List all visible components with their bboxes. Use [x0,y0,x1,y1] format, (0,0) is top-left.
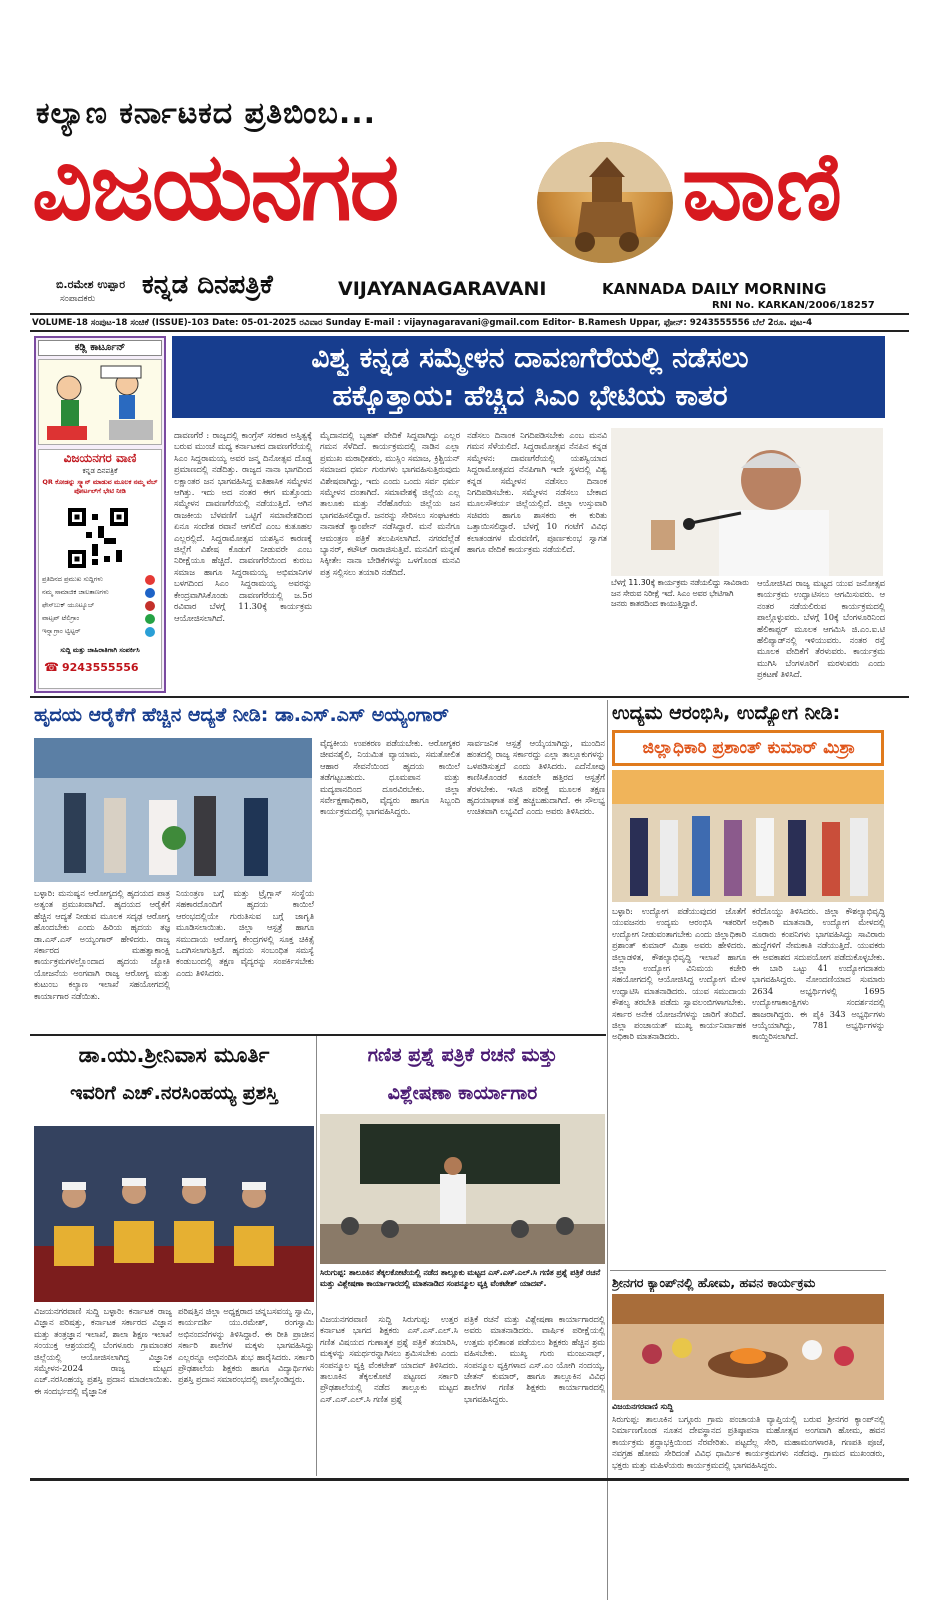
qr-text: QR ಕೋಡನ್ನು ಸ್ಕ್ಯಾನ್ ಮಾಡುವ ಮೂಲಕ ನಮ್ಮ ವೆಬ್ ಪೋರ್ಟಲ್‌ಗೆ ಭೇಟಿ ನೀಡಿ [42,478,158,495]
award-headline-1: ಡಾ.ಯು.ಶ್ರೀನಿವಾಸ ಮೂರ್ತಿ [78,1043,270,1067]
employment-headline-1: ಉದ್ಯಮ ಆರಂಭಿಸಿ, ಉದ್ಯೋಗ ನೀಡಿ: [612,702,841,724]
sidebar-phone: 9243555556 [62,661,139,674]
employment-col-2: ಕರೆದೊಯ್ದು ತಿಳಿಸಿದರು. ಜಿಲ್ಲಾ ಕೌಶಲ್ಯಾಭಿವೃದ್ಧಿ ಅಧಿಕಾರಿ ಮಾತನಾಡಿ, ಉದ್ಯೋಗ ಮೇಳದಲ್ಲಿ ನೂರಾರು ಕಂಪನಿಗಳು ಭಾಗವಹಿಸಿದ್ದು ಸಾವಿರಾರು ಹುದ್ದೆಗಳಿಗೆ ನೇಮಕಾತಿ ನಡೆಯುತ್ತಿದೆ. ಯುವಕರು ಈ ಅವಕಾಶದ ಸದುಪಯೋಗ ಪಡೆದುಕೊಳ್ಳಬೇಕು. ಈ ಬಾರಿ ಒಟ್ಟು 41 ಉದ್ಯೋಗದಾತರು ಭಾಗವಹಿಸಿದ್ದರು. ನೋಂದಣಿಯಾದ ಸುಮಾರು 2634 ಅಭ್ಯರ್ಥಿಗಳಲ್ಲಿ 1695 ಉದ್ಯೋಗಾಕಾಂಕ್ಷಿಗಳು ಸಂದರ್ಶನದಲ್ಲಿ ಹಾಜರಾಗಿದ್ದರು. ಈ ಪೈಕಿ 343 ಅಭ್ಯರ್ಥಿಗಳು ಆಯ್ಕೆಯಾಗಿದ್ದು, 781 ಅಭ್ಯರ್ಥಿಗಳನ್ನು ಕಾಯ್ದಿರಿಸಲಾಗಿದೆ. [752,906,885,1042]
section-rule-3 [610,1270,886,1271]
qr-code[interactable] [68,508,128,568]
homa-headline: ಶ್ರೀನಗರ ಕ್ಯಾಂಪ್‌ನಲ್ಲಿ ಹೋಮ, ಹವನ ಕಾರ್ಯಕ್ರಮ [612,1275,816,1290]
heart-headline: ಹೃದಯ ಆರೈಕೆಗೆ ಹೆಚ್ಚಿನ ಆದ್ಯತೆ ನೀಡಿ: ಡಾ.ಎಸ್.ಎಸ್ ಅಯ್ಯಂಗಾರ್ [34,704,449,726]
award-photo [34,1126,314,1302]
math-col-2: ಪತ್ರಿಕೆ ರಚನೆ ಮತ್ತು ವಿಶ್ಲೇಷಣಾ ಕಾರ್ಯಾಗಾರದಲ್ಲಿ ಅವರು ಮಾತನಾಡಿದರು. ವಾರ್ಷಿಕ ಪರೀಕ್ಷೆಯಲ್ಲಿ ಉತ್ತಮ ಫಲಿತಾಂಶ ಪಡೆಯಲು ಶಿಕ್ಷಕರು ಹೆಚ್ಚಿನ ಶ್ರಮ ವಹಿಸಬೇಕು. ಮುಖ್ಯ ಗುರು ಮಂಜುನಾಥ್, ಸಂಪನ್ಮೂಲ ವ್ಯಕ್ತಿಗಳಾದ ಎಸ್.ಎಂ ಯೋಗಿ ನಂದಯ್ಯ, ಚೇತನ್ ಕುಮಾರ್, ಹಾಗೂ ತಾಲ್ಲೂಕಿನ ವಿವಿಧ ಶಾಲೆಗಳ ಗಣಿತ ಶಿಕ್ಷಕರು ಕಾರ್ಯಾಗಾರದಲ್ಲಿ ಭಾಗವಹಿಸಿದ್ದರು. [464,1314,605,1404]
promo-subtitle: ಕನ್ನಡ ದಿನಪತ್ರಿಕೆ [82,467,118,475]
lead-col-4: ಆಯೋಜಿಸಿದ ರಾಜ್ಯ ಮಟ್ಟದ ಯುವ ಜನೋತ್ಸವ ಕಾರ್ಯಕ್ರಮ ಉದ್ಘಾಟಿಸಲು ಆಗಮಿಸುವರು. ಆ ನಂತರ ನಡೆಯಲಿರುವ ಕಾರ್ಯಕ್ರಮದಲ್ಲಿ ಪಾಲ್ಗೊಳ್ಳುವರು. ಬೆಳಗ್ಗೆ 10ಕ್ಕೆ ಬೆಂಗಳೂರಿನಿಂದ ಹೆಲಿಕಾಪ್ಟರ್ ಮೂಲಕ ಆಗಮಿಸಿ ಜಿ.ಎಂ.ಐ.ಟಿ ಹೆಲಿಪ್ಯಾಡ್‌ನಲ್ಲಿ ಇಳಿಯುವರು. ನಂತರ ರಸ್ತೆ ಮೂಲಕ ವೇದಿಕೆಗೆ ತೆರಳುವರು. ಕಾರ್ಯಕ್ರಮ ಮುಗಿಸಿ ಬೆಂಗಳೂರಿಗೆ ಮರಳುವರು ಎಂದು ಪ್ರಕಟಣೆ ತಿಳಿಸಿದೆ. [757,578,885,680]
masthead-title-left: ವಿಜಯನಗರ [32,133,398,242]
tagline: ಕಲ್ಯಾಣ ಕರ್ನಾಟಕದ ಪ್ರತಿಬಿಂಬ... [36,96,377,131]
promo-title: ವಿಜಯನಗರ ವಾಣಿ [63,451,137,465]
math-caption: ಸಿರುಗುಪ್ಪ: ತಾಲೂಕಿನ ತೆಕ್ಕಲಕೋಟೆಯಲ್ಲಿ ನಡೆದ ತಾಲ್ಲೂಕು ಮಟ್ಟದ ಎಸ್.ಎಸ್.ಎಲ್.ಸಿ ಗಣಿತ ಪ್ರಶ್ನೆ ಪತ್ರಿಕೆ ರಚನೆ ಮತ್ತು ವಿಶ್ಲೇಷಣಾ ಕಾರ್ಯಾಗಾರದಲ್ಲಿ ಮಾತನಾಡಿದ ಸಂಪನ್ಮೂಲ ವ್ಯಕ್ತಿ ವೆಂಕಟೇಶ್ ಯಾದವ್. [320,1268,601,1288]
masthead-top-rule [30,313,909,315]
award-col-1: ವಿಜಯನಗರವಾಣಿ ಸುದ್ದಿ ಬಳ್ಳಾರಿ: ಕರ್ನಾಟಕ ರಾಜ್ಯ ವಿಜ್ಞಾನ ಪರಿಷತ್ತು, ಕರ್ನಾಟಕ ಸರ್ಕಾರದ ವಿಜ್ಞಾನ ಮತ್ತು ತಂತ್ರಜ್ಞಾನ ಇಲಾಖೆ, ಶಾಲಾ ಶಿಕ್ಷಣ ಇಲಾಖೆ ಸಂಯುಕ್ತ ಆಶ್ರಯದಲ್ಲಿ ಬೆಂಗಳೂರು ಗ್ರಾಮಾಂತರ ಜಿಲ್ಲೆಯಲ್ಲಿ ಆಯೋಜಿಸಲಾಗಿದ್ದ ವಿಜ್ಞಾನಿಕ ಸಮ್ಮೇಳನ-2024 ರಾಜ್ಯ ಮಟ್ಟದ ಎಚ್.ನರಸಿಂಹಯ್ಯ ಪ್ರಶಸ್ತಿ ಪ್ರದಾನ ಮಾಡಲಾಯಿತು. ಈ ಸಂದರ್ಭದಲ್ಲಿ ವೈಜ್ಞಾನಿಕ [34,1306,172,1396]
masthead-temple-emblem [535,140,675,265]
page-bottom-rule [30,1478,909,1481]
phone-icon: ☎ [44,660,59,674]
homa-text: ಸಿರುಗುಪ್ಪ: ತಾಲೂಕಿನ ಬಗ್ಗೂರು ಗ್ರಾಮ ಪಂಚಾಯತಿ ವ್ಯಾಪ್ತಿಯಲ್ಲಿ ಬರುವ ಶ್ರೀನಗರ ಕ್ಯಾಂಪ್‌ನಲ್ಲಿ ನಿರ್ಮಾಣಗೊಂಡ ನೂತನ ದೇವಸ್ಥಾನದ ಪ್ರತಿಷ್ಠಾಪನಾ ಮಹೋತ್ಸವ ಅಂಗವಾಗಿ ಹೋಮ, ಹವನ ಕಾರ್ಯಕ್ರಮ ಶ್ರದ್ಧಾಭಕ್ತಿಯಿಂದ ನೆರವೇರಿತು. ಪಟ್ಟದೆಲ್ಲ ಸೇರಿ, ಮಹಾಮಂಗಳಾರತಿ, ಗಣಪತಿ ಪೂಜೆ, ನವಗ್ರಹ ಹೋಮ ಸೇರಿದಂತೆ ವಿವಿಧ ಧಾರ್ಮಿಕ ಕಾರ್ಯಕ್ರಮಗಳು ನಡೆದವು. ಗ್ರಾಮದ ಮುಖಂಡರು, ಭಕ್ತರು ಮತ್ತು ಮಹಿಳೆಯರು ಕಾರ್ಯಕ್ರಮದಲ್ಲಿ ಭಾಗವಹಿಸಿದ್ದರು. [612,1414,885,1470]
editor-name: ಬಿ.ರಮೇಶ ಉಪ್ಪಾರ [56,278,126,291]
math-headline-1: ಗಣಿತ ಪ್ರಶ್ನೆ ಪತ್ರಿಕೆ ರಚನೆ ಮತ್ತು [367,1044,558,1066]
masthead-bottom-rule [30,330,909,332]
promo-line-5: ಇನ್ಸ್ಟಾಗ್ರಾಂ ಟ್ವಿಟ್ಟರ್ [42,627,81,635]
promo-line-4: ವಾಟ್ಸಪ್ ಟೆಲಿಗ್ರಾಂ [42,614,80,622]
lead-col-2: ಮೈದಾನದಲ್ಲಿ ಬೃಹತ್ ವೇದಿಕೆ ಸಿದ್ದವಾಗಿದ್ದು ಎಲ್ಲರ ಗಮನ ಸೆಳೆದಿದೆ. ಕಾರ್ಯಕ್ರಮದಲ್ಲಿ ನಾಡಿನ ಎಲ್ಲಾ ಪ್ರಮುಖ ಮಠಾಧೀಶರು, ಮುಸ್ಲಿಂ ಸಮಾಜ, ಕ್ರಿಶ್ಚಿಯನ್ ಸಮಾಜದ ಧರ್ಮ ಗುರುಗಳು ಭಾಗವಹಿಸುತ್ತಿರುವುದು ವಿಶೇಷವಾಗಿದ್ದು, ಇದು ಎಂದು ಒಂದು ಸರ್ವ ಧರ್ಮ ಸಮ್ಮೇಳನ ದಂತಾಗಿದೆ. ಸಮಾವೇಶಕ್ಕೆ ಜಿಲ್ಲೆಯ ಎಲ್ಲ ತಾಲೂಕು ಮತ್ತು ನೆರೆಹೊರೆಯ ಜಿಲ್ಲೆಯ ಜನ ಭಾಗವಹಿಸಲಿದ್ದಾರೆ. ಜನರನ್ನು ಸೇರಿಸಲು ಸಂಘಟಕರು ನಾನಾಕಡೆ ಕ್ಯಾಂಪೇನ್ ನಡೆಸಿದ್ದಾರೆ. ಮನೆ ಮನೆಗೂ ಆಮಂತ್ರಣ ಪತ್ರಿಕೆ ತಲುಪಿಸಲಾಗಿದೆ. ನಗರದೆಲ್ಲೆಡೆ ಬ್ಯಾನರ್, ಕಟೌಟ್ ರಾರಾಜಿಸುತ್ತಿವೆ. ಮನವಿಗೆ ಮನ್ನಣೆ ಸಿಕ್ಕೀತೇ: ನಾನಾ ಬೇಡಿಕೆಗಳನ್ನು ಒಳಗೊಂಡ ಮನವಿ ಪತ್ರ ಸಲ್ಲಿಸಲು ತಯಾರಿ ನಡೆದಿದೆ. [320,430,460,577]
right-col-divider [607,700,608,1600]
lead-caption: ಬೆಳಗ್ಗೆ 11.30ಕ್ಕೆ ಕಾರ್ಯಕ್ರಮ ನಡೆಯಲಿದ್ದು ಸಾವಿರಾರು ಜನ ಸೇರುವ ನಿರೀಕ್ಷೆ ಇದೆ. ಸಿಎಂ ಅವರ ಭೇಟಿಗಾಗಿ ಜನರು ಕಾತರದಿಂದ ಕಾಯುತ್ತಿದ್ದಾರೆ. [611,578,749,608]
daily-kannada: ಕನ್ನಡ ದಿನಪತ್ರಿಕೆ [142,270,273,300]
daily-english: KANNADA DAILY MORNING [602,280,827,298]
math-divider [316,1036,317,1476]
editor-role: ಸಂಪಾದಕರು [60,294,96,304]
math-col-1: ವಿಜಯನಗರವಾಣಿ ಸುದ್ದಿ ಸಿರುಗುಪ್ಪ: ಉತ್ತರ ಕರ್ನಾಟಕ ಭಾಗದ ಶಿಕ್ಷಕರು ಎಸ್.ಎಸ್.ಎಲ್.ಸಿ ಗಣಿತ ವಿಷಯದ ಗುಣಾತ್ಮಕ ಪ್ರಶ್ನೆ ಪತ್ರಿಕೆ ತಯಾರಿಸಿ, ಮಕ್ಕಳನ್ನು ಸಮರ್ಥರನ್ನಾಗಿಸಲು ಶ್ರಮಿಸಬೇಕು ಎಂದು ಸಂಪನ್ಮೂಲ ವ್ಯಕ್ತಿ ವೆಂಕಟೇಶ್ ಯಾದವ್ ತಿಳಿಸಿದರು. ತಾಲೂಕಿನ ತೆಕ್ಕಲಕೋಟೆ ಪಟ್ಟಣದ ಸರ್ಕಾರಿ ಪ್ರೌಢಶಾಲೆಯಲ್ಲಿ ನಡೆದ ತಾಲ್ಲೂಕು ಮಟ್ಟದ ಎಸ್.ಎಸ್.ಎಲ್.ಸಿ ಗಣಿತ ಪ್ರಶ್ನೆ [320,1314,458,1404]
lead-headline-2: ಹಕ್ಕೊತ್ತಾಯ: ಹೆಚ್ಚಿದ ಸಿಎಂ ಭೇಟಿಯ ಕಾತರ [332,379,728,412]
masthead-title-right: ವಾಣಿ [682,133,843,242]
lead-col-1: ದಾವಣಗೆರೆ : ರಾಜ್ಯದಲ್ಲಿ ಕಾಂಗ್ರೆಸ್ ಸರಕಾರ ಅಸ್ತಿತ್ವಕ್ಕೆ ಬರುವ ಮುಂಚೆ ಮಧ್ಯ ಕರ್ನಾಟಕದ ದಾವಣಗೆರೆಯಲ್ಲಿ ಸಿಎಂ ಸಿದ್ದರಾಮಯ್ಯ ಅವರ ಜನ್ಮ ದಿನೋತ್ಸವ ದೊಡ್ಡ ಪ್ರಮಾಣದಲ್ಲಿ ನಡೆದಿತ್ತು. ರಾಜ್ಯದ ನಾನಾ ಭಾಗದಿಂದ ಲಕ್ಷಾಂತರ ಜನ ಭಾಗವಹಿಸಿದ್ದ ಐತಿಹಾಸಿಕ ಸಮ್ಮೇಳನ ಆಗಿತ್ತು. ಇದು ಅದ ನಂತರ ಈಗ ಮತ್ತೊಂದು ಸಮ್ಮೇಳನ ದಾವಣಗೆರೆಯಲ್ಲಿ ನಡೆಯುತ್ತಿದೆ. ಆಗಿನ ರಾಜಕೀಯ ಬೆಳವಣಿಗೆ ಒಟ್ಟಿಗೆ ಸಮಾವೇಶದಿಂದ ಏನೂ ಸಂದೇಶ ರವಾನೆ ಆಗಲಿದೆ ಎಂಬ ಕುತೂಹಲ ಎಲ್ಲರಲ್ಲಿದೆ. ಸಿದ್ದರಾಮೋತ್ಸವ ಯಶಸ್ವಿನ ಕಾರಣಕ್ಕೆ ಜಿಲ್ಲೆಗೆ ವಿಶೇಷ ಕೊಡುಗೆ ನೀಡುವರೇ ಎಂಬ ನಿರೀಕ್ಷೆಯೂ ಹೆಚ್ಚಿದೆ. ದಾವಣಗೆರೆಯಿಂದ ಕುರುಬ ಸಮಾಜ ಹಾಗೂ ಸಿದ್ದರಾಮಯ್ಯ ಅಭಿಮಾನಿಗಳ ಬಳಗದಿಂದ ಸಿಎಂ ಸಿದ್ದರಾಮಯ್ಯ ಅವರನ್ನು ಕೇಂದ್ರವಾಗಿಸಿಕೊಂಡು ದಾವಣಗೆರೆಯಲ್ಲಿ ಜ.5ರ ರವಿವಾರ ಬೆಳಗ್ಗೆ 11.30ಕ್ಕೆ ಕಾರ್ಯಕ್ರಮ ಆಯೋಜಿಸಲಾಗಿದೆ. [174,430,312,623]
employment-col-1: ಬಳ್ಳಾರಿ: ಉದ್ಯೋಗ ಪಡೆಯುವುದರ ಜೊತೆಗೆ ಯುವಜನರು ಉದ್ಯಮ ಆರಂಭಿಸಿ ಇತರರಿಗೆ ಉದ್ಯೋಗ ನೀಡುವಂತಾಗಬೇಕು ಎಂದು ಜಿಲ್ಲಾಧಿಕಾರಿ ಪ್ರಶಾಂತ್ ಕುಮಾರ್ ಮಿಶ್ರಾ ಅವರು ಹೇಳಿದರು. ಜಿಲ್ಲಾಡಳಿತ, ಕೌಶಲ್ಯಾಭಿವೃದ್ಧಿ ಇಲಾಖೆ ಹಾಗೂ ಜಿಲ್ಲಾ ಉದ್ಯೋಗ ವಿನಿಮಯ ಕಚೇರಿ ಸಹಯೋಗದಲ್ಲಿ ಆಯೋಜಿಸಿದ್ದ ಉದ್ಯೋಗ ಮೇಳ ಉದ್ಘಾಟಿಸಿ ಮಾತನಾಡಿದರು. ಯುವ ಸಮುದಾಯ ಕೌಶಲ್ಯ ತರಬೇತಿ ಪಡೆದು ಸ್ವಾವಲಂಬಿಗಳಾಗಬೇಕು. ಸರ್ಕಾರ ಅನೇಕ ಯೋಜನೆಗಳನ್ನು ಜಾರಿಗೆ ತಂದಿದೆ. ಜಿಲ್ಲಾ ಪಂಚಾಯತ್ ಮುಖ್ಯ ಕಾರ್ಯನಿರ್ವಾಹಕ ಅಧಿಕಾರಿ ಮಾತನಾಡಿದರು. [612,906,746,1042]
promo-line-1: ಪ್ರತಿದಿನದ ಪ್ರಮುಖ ಸುದ್ದಿಗಳು [42,575,103,583]
award-col-2: ಪರಿಷತ್ತಿನ ಜಿಲ್ಲಾ ಅಧ್ಯಕ್ಷರಾದ ಚನ್ನಬಸವಯ್ಯ ಸ್ವಾಮಿ, ಕಾರ್ಯದರ್ಶಿ ಯು.ರಮೇಶ್, ರಂಗಸ್ವಾಮಿ ಅಭಿನಂದನೆಗಳನ್ನು ತಿಳಿಸಿದ್ದಾರೆ. ಈ ರೀತಿ ಪ್ರಾಚೀನ ಸರ್ಕಾರಿ ಶಾಲೆಗಳ ಮಕ್ಕಳು ಭಾಗವಹಿಸಿದ್ದು ಎಲ್ಲರನ್ನೂ ಅಭಿನಂದಿಸಿ ಶುಭ ಹಾರೈಸಿದರು. ಸರ್ಕಾರಿ ಪ್ರೌಢಶಾಲೆಯ ಶಿಕ್ಷಕರು ಹಾಗೂ ವಿದ್ಯಾರ್ಥಿಗಳು ಪ್ರಶಸ್ತಿ ಪ್ರದಾನ ಸಮಾರಂಭದಲ್ಲಿ ಪಾಲ್ಗೊಂಡಿದ್ದರು. [178,1306,314,1385]
lead-photo [611,428,883,576]
contact-label: ಸುದ್ದಿ ಮತ್ತು ಜಾಹಿರಾತಿಗಾಗಿ ಸಂಪರ್ಕಿಸಿ [60,646,140,654]
math-headline-2: ವಿಶ್ಲೇಷಣಾ ಕಾರ್ಯಾಗಾರ [387,1082,538,1104]
social-icons [142,574,158,640]
heart-col-4: ಸಾರ್ವಜನಿಕ ಆಸ್ಪತ್ರೆ ಆಯ್ಕೆಯಾಗಿದ್ದು, ಮುಂದಿನ ಹಂತದಲ್ಲಿ ರಾಜ್ಯ ಸರ್ಕಾರದ್ದು ಎಲ್ಲಾ ತಾಲ್ಲೂಕುಗಳನ್ನು ಒಳಪಡಿಸುತ್ತದೆ ಎಂದು ತಿಳಿಸಿದರು. ಎದೆನೋವು ಕಾಣಿಸಿಕೊಂಡರೆ ಕೂಡಲೇ ಹತ್ತಿರದ ಆಸ್ಪತ್ರೆಗೆ ತೆರಳಬೇಕು. ಇಸಿಜಿ ಪರೀಕ್ಷೆ ಮೂಲಕ ತಕ್ಷಣ ಹೃದಯಾಘಾತ ಪತ್ತೆ ಹಚ್ಚಬಹುದಾಗಿದೆ. ಈ ಸೌಲಭ್ಯ ಉಚಿತವಾಗಿ ಲಭ್ಯವಿದೆ ಎಂದು ಅವರು ತಿಳಿಸಿದರು. [467,738,605,817]
promo-line-2: ನಮ್ಮ ಸಾಮಾಜಿಕ ಜಾಲತಾಣಗಳು [42,588,109,596]
heart-col-1: ಬಳ್ಳಾರಿ: ಮನುಷ್ಯನ ಆರೋಗ್ಯದಲ್ಲಿ ಹೃದಯದ ಪಾತ್ರ ಅತ್ಯಂತ ಪ್ರಮುಖವಾಗಿದೆ. ಹೃದಯದ ಆರೈಕೆಗೆ ಹೆಚ್ಚಿನ ಆದ್ಯತೆ ನೀಡುವ ಮೂಲಕ ಸದೃಢ ಆರೋಗ್ಯ ಹೊಂದಬೇಕು ಎಂದು ಹಿರಿಯ ಹೃದಯ ತಜ್ಞ ಡಾ.ಎಸ್.ಎಸ್ ಅಯ್ಯಂಗಾರ್ ಹೇಳಿದರು. ರಾಜ್ಯ ಸರ್ಕಾರದ ಮಹತ್ವಾಕಾಂಕ್ಷಿ ಕಾರ್ಯಕ್ರಮಗಳಲ್ಲೊಂದಾದ ಹೃದಯ ಜ್ಯೋತಿ ಯೋಜನೆಯ ಅಂಗವಾಗಿ ರಾಜ್ಯ ಆರೋಗ್ಯ ಮತ್ತು ಕುಟುಂಬ ಕಲ್ಯಾಣ ಇಲಾಖೆ ಸಹಯೋಗದಲ್ಲಿ ಕಾರ್ಯಾಗಾರ ನಡೆಯಿತು. [34,888,170,1001]
section-rule-2 [30,1034,606,1036]
lead-col-3: ನಡೆಸಲು ದಿನಾಂಕ ನಿಗದಿಪಡಿಸಬೇಕು ಎಂಬ ಮನವಿ ಗಮನ ಸೆಳೆಯಲಿದೆ. ಸಿದ್ದರಾಮೋತ್ಸವ ನೆನಪಿನ ಕನ್ನಡ ಸಮ್ಮೇಳನ: ದಾವಣಗೆರೆಯಲ್ಲಿ ಯಶಸ್ವಿಯಾದ ಸಿದ್ದರಾಮೋತ್ಸವದ ನೆನಪಿಗಾಗಿ ಇದೇ ಸ್ಥಳದಲ್ಲಿ ವಿಶ್ವ ಕನ್ನಡ ಸಮ್ಮೇಳನ ನಡೆಸಲು ದಿನಾಂಕ ನಿಗದಿಪಡಿಸಬೇಕು. ಸಮ್ಮೇಳನ ನಡೆಸಲು ಬೇಕಾದ ಮೂಲಸೌಕರ್ಯ ಜಿಲ್ಲೆಯಲ್ಲಿದೆ. ಜಿಲ್ಲಾ ಉಸ್ತುವಾರಿ ಸಚಿವರು ಹಾಗೂ ಶಾಸಕರು ಈ ಕುರಿತು ಒತ್ತಾಯಿಸಲಿದ್ದಾರೆ. ಬೆಳಗ್ಗೆ 10 ಗಂಟೆಗೆ ವಿವಿಧ ಕಲಾತಂಡಗಳ ಮೆರವಣಿಗೆ, ಪೂರ್ಣಕುಂಭ ಸ್ವಾಗತ ಹಾಗೂ ವೇದಿಕೆ ಕಾರ್ಯಕ್ರಮ ನಡೆಯಲಿದೆ. [467,430,607,555]
lead-headline-1: ವಿಶ್ವ ಕನ್ನಡ ಸಮ್ಮೇಳನ ದಾವಣಗೆರೆಯಲ್ಲಿ ನಡೆಸಲು [311,341,749,374]
promo-line-3: ಫೇಸ್‌ಬುಕ್ ಯೂಟ್ಯೂಬ್ [42,601,95,609]
math-photo [320,1114,605,1264]
homa-byline: ವಿಜಯನಗರವಾಣಿ ಸುದ್ದಿ [612,1402,674,1411]
edition-strip: VOLUME-18 ಸಂಪುಟ-18 ಸಂಚಿಕೆ (ISSUE)-103 Date: 05-01-2025 ರವಿವಾರ Sunday E-mail : vijaynagaravani@gmail.com Editor- B.Ramesh Uppar, ಫೋನ್: 9243555556 ಬೆಲೆ 2ರೂ. ಪುಟ-4 [32,318,813,328]
cartoon-label: ಕಡ್ಲಿ ಕಾರ್ಟೂನ್ [38,340,162,356]
employment-photo [612,770,884,902]
award-headline-2: ಇವರಿಗೆ ಎಚ್.ನರಸಿಂಹಯ್ಯ ಪ್ರಶಸ್ತಿ [70,1082,278,1104]
heart-col-3: ವೈದ್ಯಕೀಯ ಉಪಕರಣ ಪಡೆಯಬೇಕು. ಆರೋಗ್ಯಕರ ಜೀವನಶೈಲಿ, ನಿಯಮಿತ ವ್ಯಾಯಾಮ, ಸಮತೋಲಿತ ಆಹಾರ ಸೇವನೆಯಿಂದ ಹೃದಯ ಕಾಯಿಲೆ ತಡೆಗಟ್ಟಬಹುದು. ಧೂಮಪಾನ ಮತ್ತು ಮದ್ಯಪಾನದಿಂದ ದೂರವಿರಬೇಕು. ಜಿಲ್ಲಾ ಸರ್ವೇಕ್ಷಣಾಧಿಕಾರಿ, ವೈದ್ಯರು ಹಾಗೂ ಸಿಬ್ಬಂದಿ ಕಾರ್ಯಕ್ರಮದಲ್ಲಿ ಭಾಗವಹಿಸಿದ್ದರು. [320,738,460,817]
rni-number: RNI No. KARKAN/2006/18257 [712,300,875,311]
cartoon-image [38,359,162,445]
heart-photo [34,738,312,882]
name-english: VIJAYANAGARAVANI [338,278,547,300]
homa-photo [612,1294,884,1400]
heart-col-2: ನಿಯಂತ್ರಣ ಬಗ್ಗೆ ಮತ್ತು ಟ್ರೈಗ್ಲಾಸ್ ಸಂಸ್ಥೆಯ ಸಹಕಾರದೊಂದಿಗೆ ಹೃದಯ ಕಾಯಿಲೆ ಆರಂಭದಲ್ಲಿಯೇ ಗುರುತಿಸುವ ಬಗ್ಗೆ ಜಾಗೃತಿ ಮೂಡಿಸಲಾಯಿತು. ಜಿಲ್ಲಾ ಆಸ್ಪತ್ರೆ ಹಾಗೂ ಸಮುದಾಯ ಆರೋಗ್ಯ ಕೇಂದ್ರಗಳಲ್ಲಿ ಸೂಕ್ತ ಚಿಕಿತ್ಸೆ ಒದಗಿಸಲಾಗುತ್ತಿದೆ. ಹೃದಯ ಸಂಬಂಧಿತ ಸಮಸ್ಯೆ ಕಂಡುಬಂದಲ್ಲಿ ತಕ್ಷಣ ವೈದ್ಯರನ್ನು ಸಂಪರ್ಕಿಸಬೇಕು ಎಂದು ತಿಳಿಸಿದರು. [176,888,314,978]
employment-headline-2: ಜಿಲ್ಲಾಧಿಕಾರಿ ಪ್ರಶಾಂತ್ ಕುಮಾರ್ ಮಿಶ್ರಾ [642,738,856,758]
section-rule-1 [30,696,909,698]
